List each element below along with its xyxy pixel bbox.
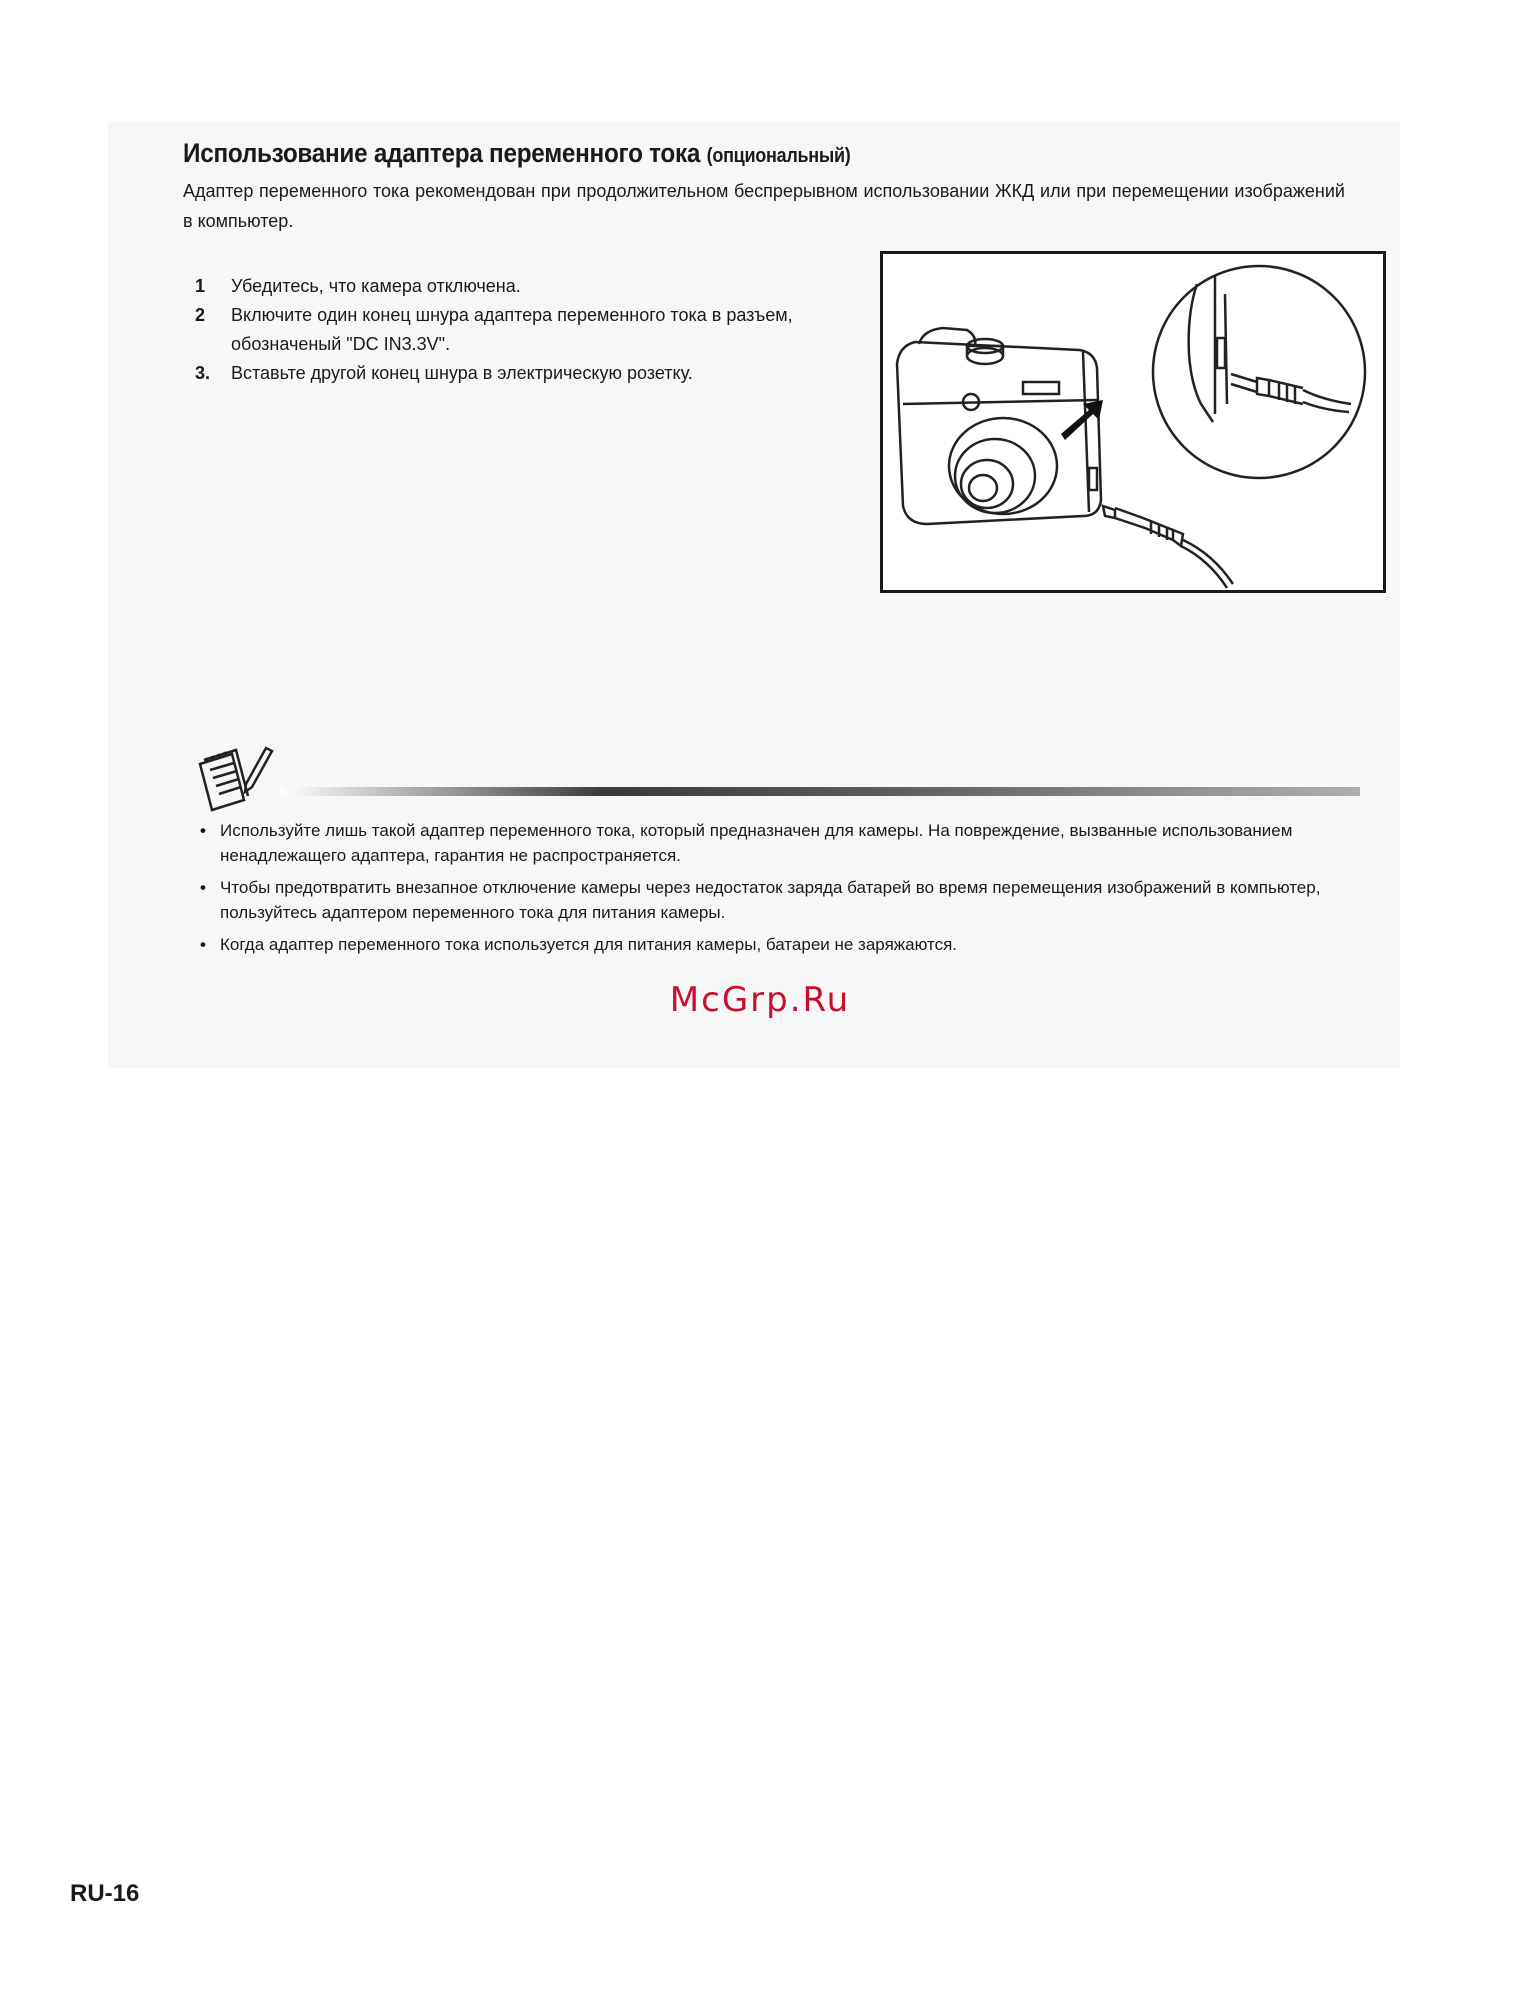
step-item [195,272,855,301]
intro-paragraph: Адаптер переменного тока рекомендован при продолжительном беспрерывном использовании ЖКД или при перемещении изображений в компьютер. [183,181,1345,231]
camera-adapter-drawing [883,254,1383,590]
note-item: • Используйте лишь такой адаптер переменного тока, который предназначен для камеры. На повреждение, вызванные использованием ненадлежащего адаптера, гарантия не распространяется. [200,818,1350,868]
note-item: • Чтобы предотвратить внезапное отключение камеры через недостаток заряда батарей во время перемещения изображений в компьютер, пользуйтесь адаптером переменного тока для питания камеры. [200,875,1350,925]
step-item [195,359,855,388]
step-item [195,301,855,359]
camera-adapter-illustration [880,251,1386,593]
step-text: Включите один конец шнура адаптера переменного тока в разъем, обозначеный "DC IN3.3V". [231,305,793,354]
step-text: Вставьте другой конец шнура в электрическую розетку. [231,363,693,383]
step-text: Убедитесь, что камера отключена. [231,276,521,296]
step-number: 2 [195,305,206,325]
section-title-suffix: (опциональный) [706,145,851,167]
watermark: McGrp.Ru [669,980,851,1020]
notes-list [200,818,1350,964]
step-number: 1 [195,276,206,296]
note-item: • Когда адаптер переменного тока используется для питания камеры, батареи не заряжаются. [200,932,1350,957]
steps-list [195,272,855,388]
section-title-text: Использование адаптера переменного тока [183,138,701,168]
step-number: 3. [195,363,211,383]
page-number: RU-16 [70,1880,140,1907]
section-title [183,138,851,169]
note-divider [280,787,1360,796]
notepad-pencil-icon [196,740,276,814]
